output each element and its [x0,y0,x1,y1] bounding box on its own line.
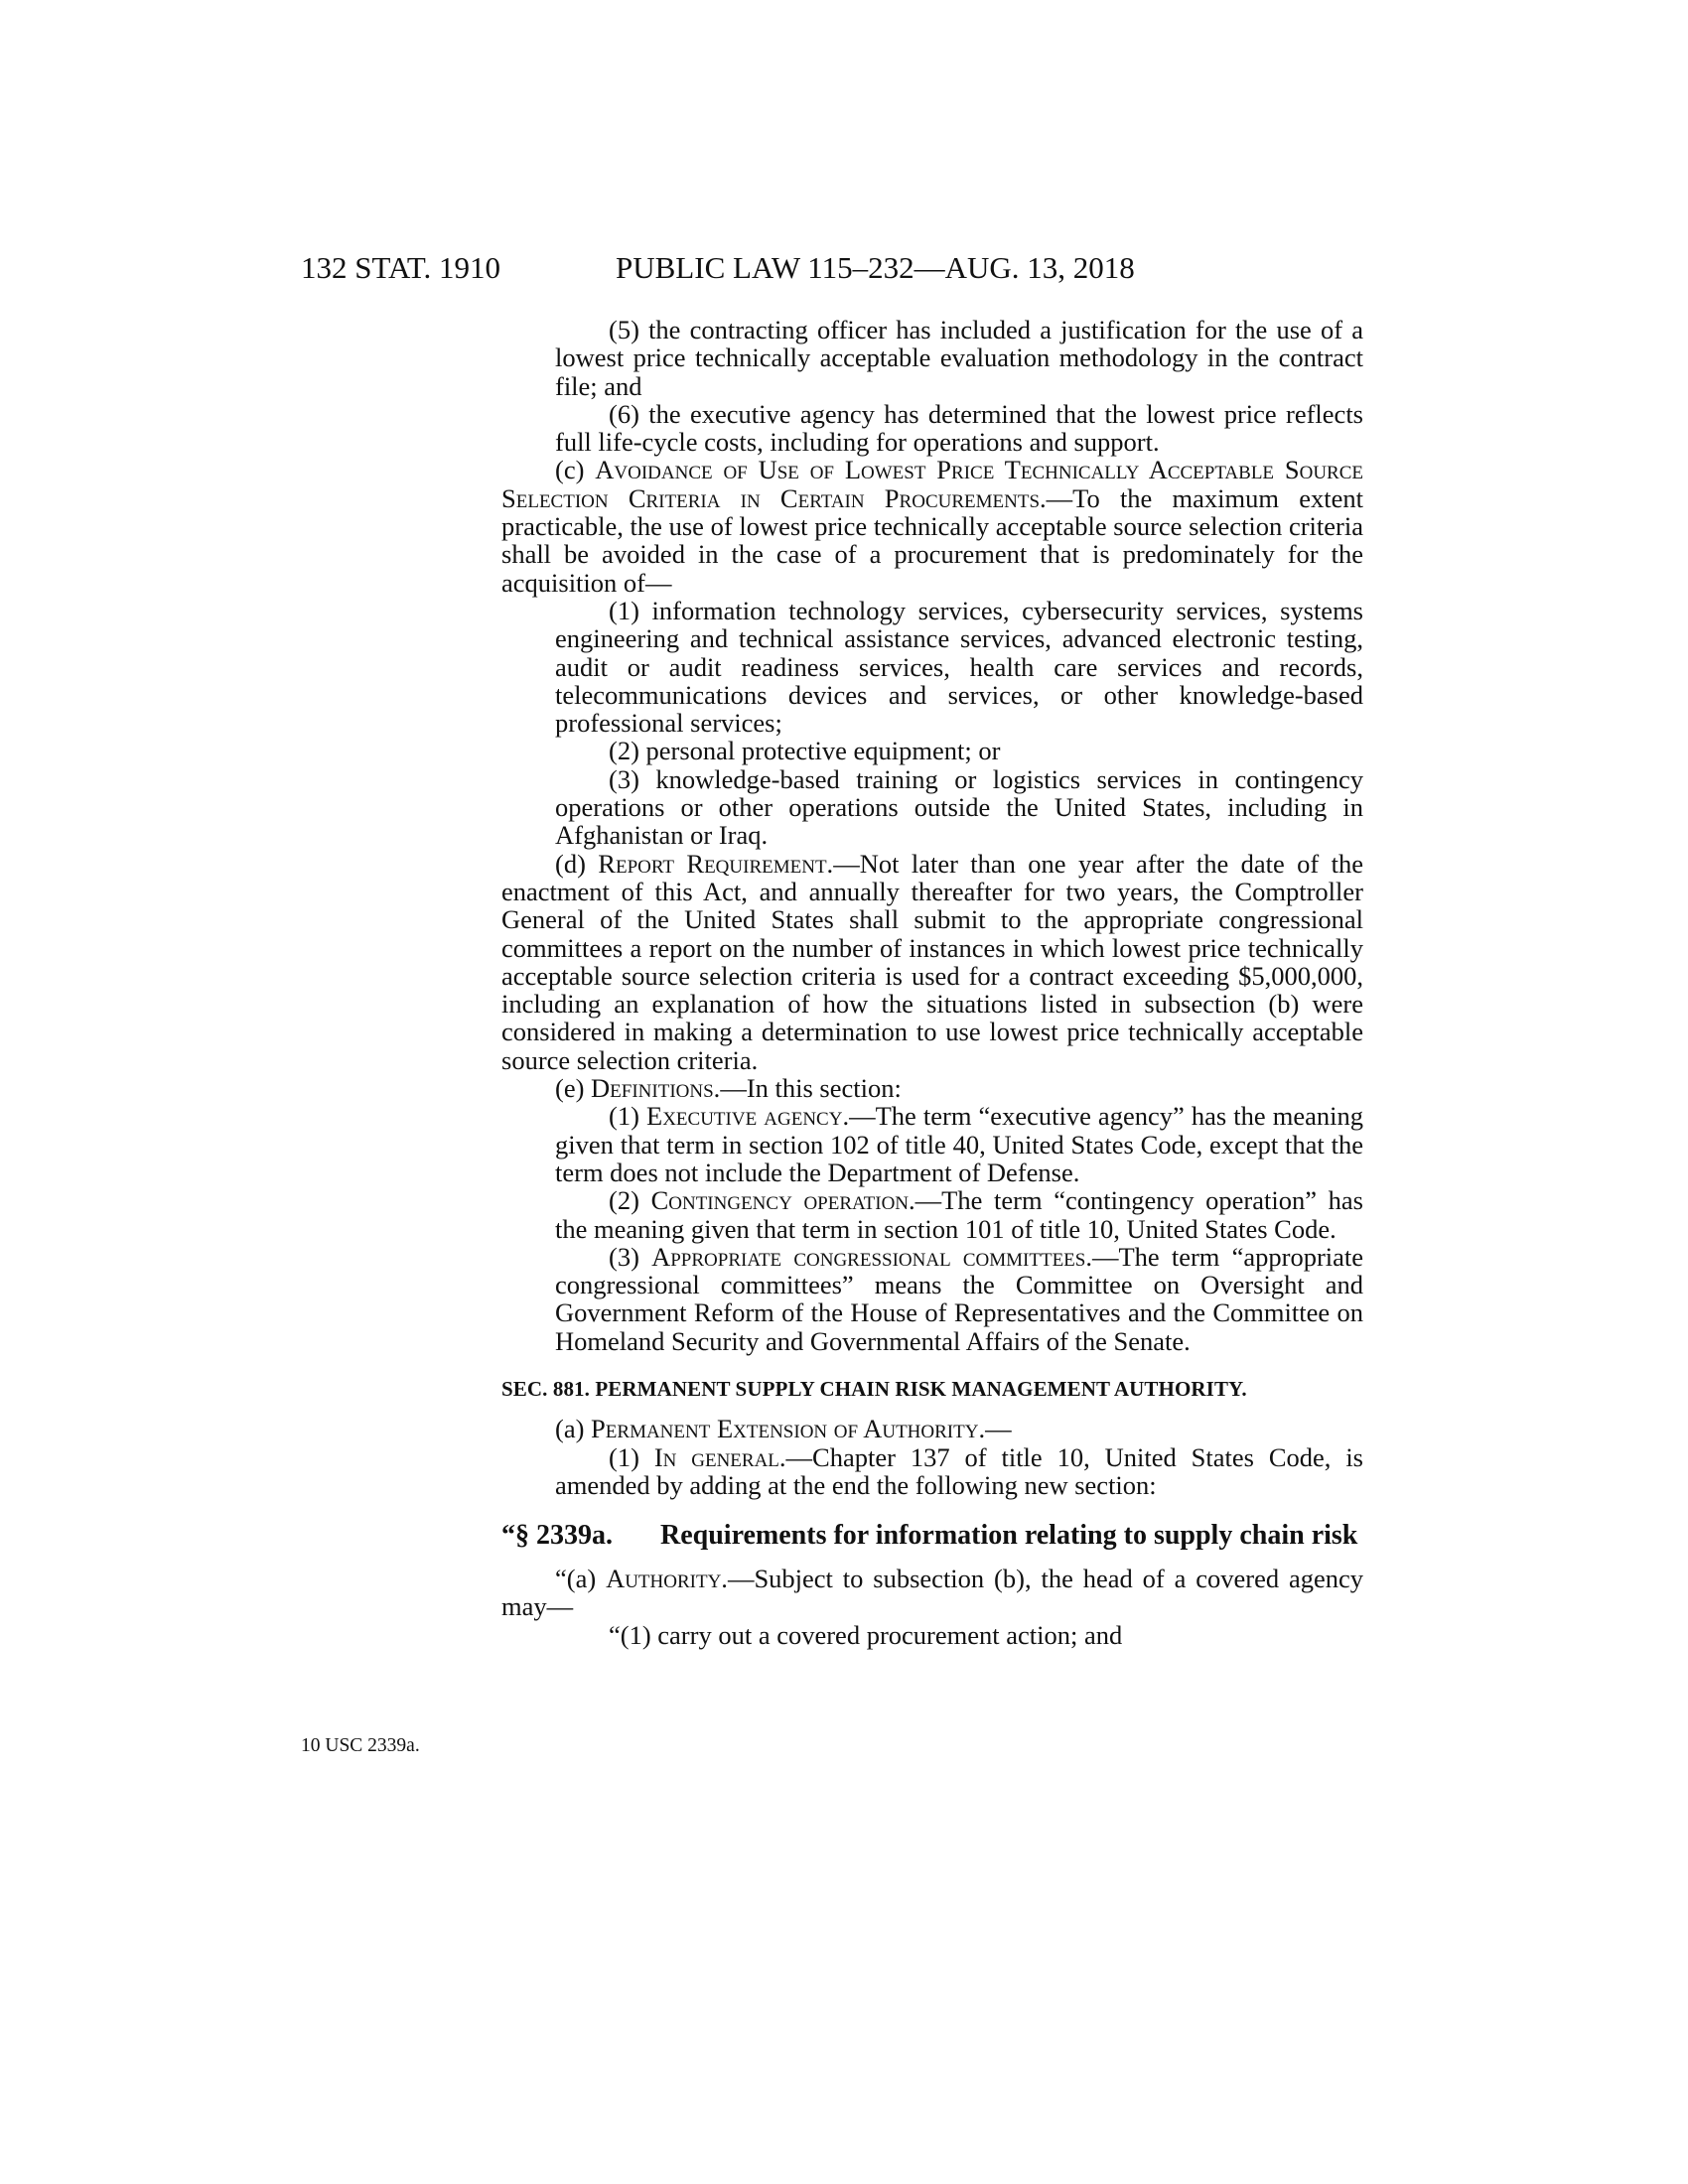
paragraph-b5: (5) the contracting officer has included a justification for the use of a lowest price technically acceptable evaluation methodology in the contract file; and [555,315,1363,401]
paragraph-a1: (1) In general.—Chapter 137 of title 10, United States Code, is amended by adding at the end the following new section: [555,1441,1363,1500]
new-section-2339a-heading: “§ 2339a. Requirements for information relating to supply chain risk [501,1520,1358,1552]
document-body [501,316,1363,1649]
subsection-d-heading: Report Requirement. [598,848,834,879]
paragraph-c3: (3) knowledge-based training or logistics services in contingency operations or other operations outside the United States, including in Afghanistan or Iraq. [555,763,1363,851]
stat-page-number: 132 STAT. 1910 [301,250,501,285]
subsection-a: (a) Permanent Extension of Authority.— [555,1414,1012,1444]
subsection-c: (c) Avoidance of Use of Lowest Price Technically Acceptable Source Selection Criteria in Certain Procurements.—To the maximum extent practicable, the use of lowest price technically acceptable source selection criteria shall be avoided in the case of a procurement that is predominately for the acquisition of— [501,455,1364,598]
page-header [0,250,1688,290]
margin-note: 10 USC 2339a. [301,1735,420,1756]
paragraph-e3: (3) Appropriate congressional committees.—The term “appropriate congressional committees” means the Committee on Oversight and Government Reform of the House of Representatives and the Committee on Homeland Security and Governmental Affairs of the Senate. [555,1241,1364,1356]
paragraph-e1: (1) Executive agency.—The term “executive agency” has the meaning given that term in section 102 of title 40, United States Code, except that the term does not include the Department of Defense. [555,1101,1363,1187]
subsection-c-heading: Avoidance of Use of Lowest Price Technically Acceptable Source Selection Criteria in Certain Procurements. [501,455,1364,513]
new-subsection-a: “(a) Authority.—Subject to subsection (b), the head of a covered agency may— [501,1564,1363,1622]
paragraph-c1: (1) information technology services, cybersecurity services, systems engineering and technical assistance services, advanced electronic testing, audit or audit readiness services, health care services and records, telecommunications devices and services, or other knowledge-based professional services; [555,595,1363,739]
paragraph-c2: (2) personal protective equipment; or [609,736,1001,766]
paragraph-b6: (6) the executive agency has determined that the lowest price reflects full life-cycle costs, including for operations and support. [555,398,1363,458]
public-law-title: PUBLIC LAW 115–232—AUG. 13, 2018 [616,250,1135,285]
subsection-d: (d) Report Requirement.—Not later than one year after the date of the enactment of this Act, and annually thereafter for two years, the Comptroller General of the United States shall submit to the appropriate congressional committees a report on the number of instances in which lowest price technically acceptable source selection criteria is used for a contract exceeding $5,000,000, including an explanation of how the situations listed in subsection (b) were considered in making a determination to use lowest price technically acceptable source selection criteria. [501,848,1363,1075]
subsection-e-heading: Definitions. [591,1073,721,1104]
new-paragraph-a1: “(1) carry out a covered procurement action; and [609,1619,1123,1650]
subsection-e: (e) Definitions.—In this section: [555,1073,902,1104]
section-881-heading: SEC. 881. PERMANENT SUPPLY CHAIN RISK MANAGEMENT AUTHORITY. [501,1376,1247,1401]
paragraph-e2: (2) Contingency operation.—The term “contingency operation” has the meaning given that term in section 101 of title 10, United States Code. [555,1185,1363,1244]
